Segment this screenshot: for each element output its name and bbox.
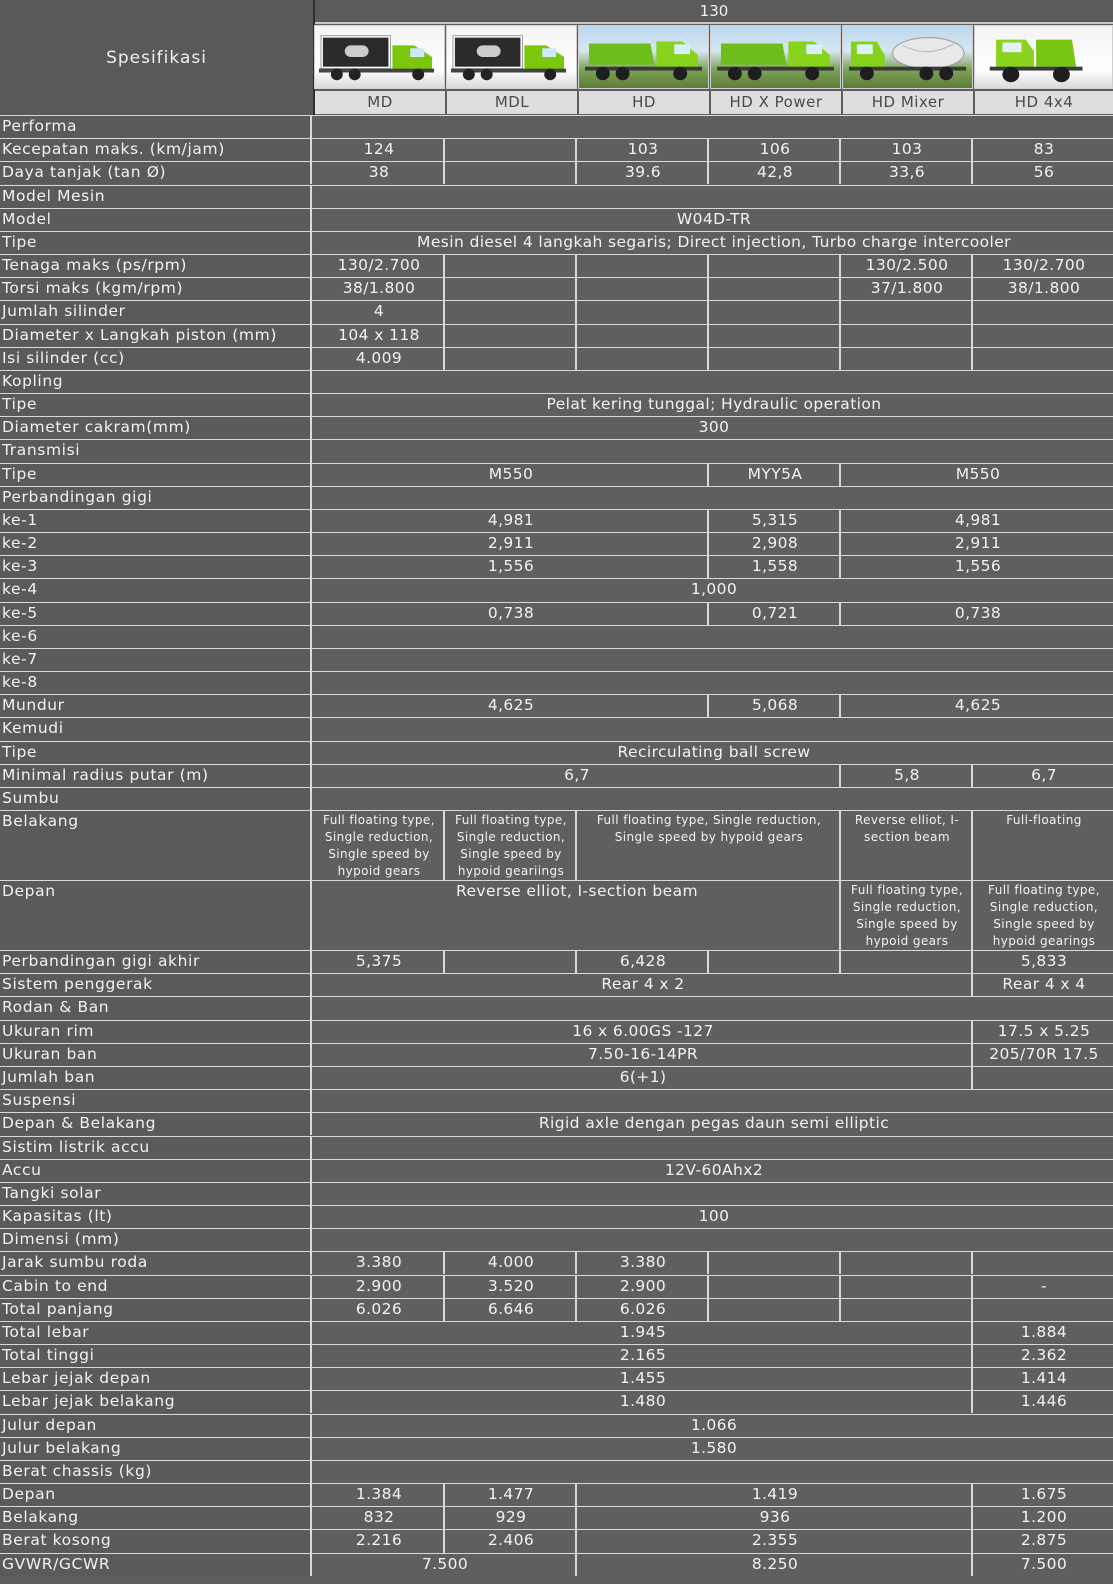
spec-value: 6.646: [447, 1299, 577, 1321]
spec-row: [0, 185, 1113, 208]
spec-value: 104 x 118: [315, 325, 445, 347]
spec-label: Depan: [0, 881, 312, 950]
spec-value: [579, 301, 709, 323]
spec-value: Rigid axle dengan pegas daun semi elliptic: [315, 1113, 1113, 1135]
spec-value: 1.455: [315, 1368, 973, 1390]
spec-value: 37/1.800: [843, 278, 973, 300]
spec-value: Full floating type, Single reduction, Single speed by hypoid gearings: [975, 881, 1113, 950]
spec-value: 1.480: [315, 1391, 973, 1413]
spec-label: Julur belakang: [0, 1438, 312, 1460]
spec-label: Depan & Belakang: [0, 1113, 312, 1135]
truck-photo-2: [446, 25, 577, 89]
spec-value: 1.200: [975, 1507, 1113, 1529]
spec-value: 2.875: [975, 1530, 1113, 1552]
spec-row: [0, 1298, 1113, 1321]
spec-label: Torsi maks (kgm/rpm): [0, 278, 312, 300]
spec-value: [315, 440, 1113, 462]
spec-value: [315, 672, 1113, 694]
spec-row: [0, 694, 1113, 717]
spec-label: Belakang: [0, 1507, 312, 1529]
variant-label: HD Mixer: [843, 91, 973, 114]
spec-label: Tipe: [0, 464, 312, 486]
spec-value: 1,558: [711, 556, 841, 578]
spec-value: 832: [315, 1507, 445, 1529]
spec-value: 936: [579, 1507, 973, 1529]
spec-value: [711, 325, 841, 347]
spec-value: 1.477: [447, 1484, 577, 1506]
spec-value: -: [975, 1276, 1113, 1298]
spec-value: W04D-TR: [315, 209, 1113, 231]
spec-label: Transmisi: [0, 440, 312, 462]
spec-value: 4,625: [315, 695, 709, 717]
spec-value: 2,908: [711, 533, 841, 555]
spec-value: [711, 348, 841, 370]
spec-value: 1.446: [975, 1391, 1113, 1413]
spec-row: [0, 1275, 1113, 1298]
spec-value: [447, 325, 577, 347]
spec-value: 2.165: [315, 1345, 973, 1367]
spec-value: Mesin diesel 4 langkah segaris; Direct injection, Turbo charge intercooler: [315, 232, 1113, 254]
spec-row: [0, 717, 1113, 740]
spec-value: 4.000: [447, 1252, 577, 1274]
spec-value: 2,911: [843, 533, 1113, 555]
spec-value: 3.520: [447, 1276, 577, 1298]
spec-value: 4,625: [843, 695, 1113, 717]
spec-value: [315, 1229, 1113, 1251]
spec-label: ke-8: [0, 672, 312, 694]
spec-value: 7.50-16-14PR: [315, 1044, 973, 1066]
spec-value: 130/2.500: [843, 255, 973, 277]
spec-value: [843, 301, 973, 323]
spec-value: [975, 348, 1113, 370]
spec-row: [0, 1437, 1113, 1460]
spec-value: Full floating type, Single reduction, Single speed by hypoid gears: [315, 811, 445, 880]
spec-value: [843, 325, 973, 347]
spec-label: GVWR/GCWR: [0, 1554, 312, 1576]
spec-value: 1.066: [315, 1415, 1113, 1437]
spec-value: 1.580: [315, 1438, 1113, 1460]
spec-row: [0, 161, 1113, 184]
spec-row: [0, 1321, 1113, 1344]
spec-row: [0, 1159, 1113, 1182]
spec-row: [0, 1182, 1113, 1205]
spec-value: 6.026: [315, 1299, 445, 1321]
series-header: 130: [315, 0, 1113, 24]
spec-label: ke-7: [0, 649, 312, 671]
spec-value: 1.414: [975, 1368, 1113, 1390]
spec-label: Ukuran rim: [0, 1021, 312, 1043]
spec-label: Tipe: [0, 232, 312, 254]
truck-photo-3: [578, 25, 709, 89]
spec-label: Minimal radius putar (m): [0, 765, 312, 787]
spec-value: [579, 278, 709, 300]
spec-value: 1.419: [579, 1484, 973, 1506]
spec-value: 2.406: [447, 1530, 577, 1552]
spec-row: [0, 115, 1113, 138]
spec-row: [0, 996, 1113, 1019]
spec-label: ke-1: [0, 510, 312, 532]
spec-row: [0, 880, 1113, 950]
spec-value: 38: [315, 162, 445, 184]
spec-value: 5,068: [711, 695, 841, 717]
spec-row: [0, 973, 1113, 996]
spec-value: 2.362: [975, 1345, 1113, 1367]
spec-row: [0, 277, 1113, 300]
spec-value: [579, 255, 709, 277]
spec-value: [447, 162, 577, 184]
spec-row: [0, 1460, 1113, 1483]
spec-value: Full floating type, Single reduction, Single speed by hypoid gears: [843, 881, 973, 950]
spec-label: Total panjang: [0, 1299, 312, 1321]
truck-photo-6: [974, 25, 1113, 89]
spec-value: 2,911: [315, 533, 709, 555]
spec-value: 929: [447, 1507, 577, 1529]
spec-label: Kecepatan maks. (km/jam): [0, 139, 312, 161]
spec-row: [0, 602, 1113, 625]
spec-value: [711, 1299, 841, 1321]
truck-photo-4: [710, 25, 841, 89]
spec-row: [0, 625, 1113, 648]
spec-label: Total lebar: [0, 1322, 312, 1344]
spec-row: [0, 1414, 1113, 1437]
spec-label: Performa: [0, 116, 312, 138]
spec-row: [0, 671, 1113, 694]
spec-label: Julur depan: [0, 1415, 312, 1437]
spec-label: Tipe: [0, 394, 312, 416]
spec-value: 16 x 6.00GS -127: [315, 1021, 973, 1043]
spec-value: M550: [843, 464, 1113, 486]
spec-label: Sistem penggerak: [0, 974, 312, 996]
spec-value: Rear 4 x 4: [975, 974, 1113, 996]
spec-row: [0, 231, 1113, 254]
spec-row: [0, 1251, 1113, 1274]
spec-row: [0, 1553, 1113, 1576]
spec-value: Recirculating ball screw: [315, 742, 1113, 764]
spec-value: 5,833: [975, 951, 1113, 973]
spec-value: 12V-60Ahx2: [315, 1160, 1113, 1182]
spec-label: Diameter x Langkah piston (mm): [0, 325, 312, 347]
spec-label: Jumlah silinder: [0, 301, 312, 323]
spec-label: Model: [0, 209, 312, 231]
spec-value: [315, 788, 1113, 810]
spec-row: [0, 532, 1113, 555]
spec-value: [315, 626, 1113, 648]
spec-label: Kapasitas (lt): [0, 1206, 312, 1228]
spec-label: Ukuran ban: [0, 1044, 312, 1066]
spec-value: 6(+1): [315, 1067, 973, 1089]
spec-value: 38/1.800: [975, 278, 1113, 300]
spec-row: [0, 1136, 1113, 1159]
variant-label: HD X Power: [711, 91, 841, 114]
spec-row: [0, 370, 1113, 393]
spec-label: Model Mesin: [0, 186, 312, 208]
spec-value: Rear 4 x 2: [315, 974, 973, 996]
spec-label: Suspensi: [0, 1090, 312, 1112]
spec-value: [315, 186, 1113, 208]
spec-label: Mundur: [0, 695, 312, 717]
spec-label: Diameter cakram(mm): [0, 417, 312, 439]
spec-label: Isi silinder (cc): [0, 348, 312, 370]
spec-row: [0, 463, 1113, 486]
spec-value: 130/2.700: [975, 255, 1113, 277]
spec-value: 8.250: [579, 1554, 973, 1576]
spec-row: [0, 810, 1113, 880]
spec-value: [579, 348, 709, 370]
spec-row: [0, 1228, 1113, 1251]
spec-value: 83: [975, 139, 1113, 161]
spec-value: 1.945: [315, 1322, 973, 1344]
spec-value: [843, 348, 973, 370]
spec-row: [0, 555, 1113, 578]
spec-value: 4.009: [315, 348, 445, 370]
spec-row: [0, 1529, 1113, 1552]
spec-value: [711, 278, 841, 300]
spec-value: 17.5 x 5.25: [975, 1021, 1113, 1043]
spec-value: 100: [315, 1206, 1113, 1228]
spec-row: [0, 741, 1113, 764]
spec-label: Berat kosong: [0, 1530, 312, 1552]
spec-row: [0, 648, 1113, 671]
spec-row: [0, 578, 1113, 601]
spec-value: [447, 348, 577, 370]
spec-value: 33,6: [843, 162, 973, 184]
spec-value: [975, 1299, 1113, 1321]
spec-value: [315, 649, 1113, 671]
spec-value: 4,981: [843, 510, 1113, 532]
spec-row: [0, 1483, 1113, 1506]
spec-value: 5,8: [843, 765, 973, 787]
spec-value: [315, 116, 1113, 138]
spec-label: Kemudi: [0, 718, 312, 740]
spec-row: [0, 1390, 1113, 1413]
spec-label: Tenaga maks (ps/rpm): [0, 255, 312, 277]
spec-row: [0, 416, 1113, 439]
spec-label: Sistim listrik accu: [0, 1137, 312, 1159]
spec-value: 4,981: [315, 510, 709, 532]
spec-label: ke-3: [0, 556, 312, 578]
spec-value: [447, 301, 577, 323]
spec-value: 7.500: [315, 1554, 577, 1576]
spec-row: [0, 1043, 1113, 1066]
spec-label: Jumlah ban: [0, 1067, 312, 1089]
spec-value: Full-floating: [975, 811, 1113, 880]
spec-label: Belakang: [0, 811, 312, 880]
spec-value: [711, 255, 841, 277]
spec-value: 300: [315, 417, 1113, 439]
spec-value: [843, 1252, 973, 1274]
variant-label: MDL: [447, 91, 577, 114]
spec-label: ke-4: [0, 579, 312, 601]
variant-label: MD: [315, 91, 445, 114]
spec-value: 38/1.800: [315, 278, 445, 300]
spec-value: Full floating type, Single reduction, Single speed by hypoid gears: [579, 811, 841, 880]
spec-value: 1.884: [975, 1322, 1113, 1344]
spec-value: MYY5A: [711, 464, 841, 486]
spec-value: 103: [579, 139, 709, 161]
spec-label: Perbandingan gigi akhir: [0, 951, 312, 973]
spec-row: [0, 1344, 1113, 1367]
spec-value: 205/70R 17.5: [975, 1044, 1113, 1066]
spec-value: [711, 301, 841, 323]
spec-value: 0,738: [843, 603, 1113, 625]
spec-row: [0, 208, 1113, 231]
spec-row: [0, 764, 1113, 787]
spec-label: Cabin to end: [0, 1276, 312, 1298]
spec-label: ke-5: [0, 603, 312, 625]
spec-value: [975, 325, 1113, 347]
spec-value: [315, 1090, 1113, 1112]
spec-row: [0, 138, 1113, 161]
spec-value: [843, 1276, 973, 1298]
spec-value: [315, 1461, 1113, 1483]
spec-label: Lebar jejak depan: [0, 1368, 312, 1390]
spec-value: 4: [315, 301, 445, 323]
spec-row: [0, 787, 1113, 810]
spec-value: 124: [315, 139, 445, 161]
spec-value: 106: [711, 139, 841, 161]
spec-label: Accu: [0, 1160, 312, 1182]
variant-label: HD 4x4: [975, 91, 1113, 114]
spec-value: 130/2.700: [315, 255, 445, 277]
spec-value: 56: [975, 162, 1113, 184]
spec-label: Lebar jejak belakang: [0, 1391, 312, 1413]
spec-value: [447, 278, 577, 300]
spec-label: Depan: [0, 1484, 312, 1506]
spec-row: [0, 1367, 1113, 1390]
spec-value: [447, 255, 577, 277]
spec-value: 2.355: [579, 1530, 973, 1552]
spec-label: Dimensi (mm): [0, 1229, 312, 1251]
spec-value: 103: [843, 139, 973, 161]
spec-value: [711, 1276, 841, 1298]
truck-photo-5: [842, 25, 973, 89]
spec-value: [315, 487, 1113, 509]
spec-label: Rodan & Ban: [0, 997, 312, 1019]
spec-value: 2.900: [315, 1276, 445, 1298]
truck-photo-1: [314, 25, 445, 89]
spec-value: 6.026: [579, 1299, 709, 1321]
spec-value: [315, 718, 1113, 740]
spec-value: 7.500: [975, 1554, 1113, 1576]
spec-value: Reverse elliot, I-section beam: [315, 881, 841, 950]
spec-label: ke-2: [0, 533, 312, 555]
spec-value: 2.900: [579, 1276, 709, 1298]
spec-value: 3.380: [315, 1252, 445, 1274]
spec-label: ke-6: [0, 626, 312, 648]
spec-row: [0, 300, 1113, 323]
spec-value: Pelat kering tunggal; Hydraulic operation: [315, 394, 1113, 416]
spec-row: [0, 254, 1113, 277]
spec-row: [0, 393, 1113, 416]
spec-value: 0,738: [315, 603, 709, 625]
spec-value: [447, 139, 577, 161]
spec-value: 1.675: [975, 1484, 1113, 1506]
spec-value: Reverse elliot, I-section beam: [843, 811, 973, 880]
spec-row: [0, 347, 1113, 370]
spec-value: [711, 951, 841, 973]
spec-value: [975, 1067, 1113, 1089]
spec-row: [0, 324, 1113, 347]
spec-label: Jarak sumbu roda: [0, 1252, 312, 1274]
spec-row: [0, 1205, 1113, 1228]
spec-row: [0, 439, 1113, 462]
spec-value: 39.6: [579, 162, 709, 184]
spec-label: Tipe: [0, 742, 312, 764]
spec-row: [0, 486, 1113, 509]
spec-value: [447, 951, 577, 973]
spec-header: Spesifikasi: [0, 0, 315, 115]
spec-row: [0, 1506, 1113, 1529]
spec-label: Berat chassis (kg): [0, 1461, 312, 1483]
spec-value: 6,7: [315, 765, 841, 787]
spec-value: M550: [315, 464, 709, 486]
spec-value: 1,556: [315, 556, 709, 578]
spec-label: Sumbu: [0, 788, 312, 810]
spec-label: Daya tanjak (tan Ø): [0, 162, 312, 184]
spec-value: 5,315: [711, 510, 841, 532]
spec-value: [579, 325, 709, 347]
spec-value: [975, 1252, 1113, 1274]
variant-label: HD: [579, 91, 709, 114]
spec-value: 6,7: [975, 765, 1113, 787]
spec-row: [0, 1066, 1113, 1089]
spec-value: [315, 1183, 1113, 1205]
spec-row: [0, 1112, 1113, 1135]
spec-row: [0, 1089, 1113, 1112]
spec-label: Kopling: [0, 371, 312, 393]
spec-value: 2.216: [315, 1530, 445, 1552]
spec-label: Tangki solar: [0, 1183, 312, 1205]
spec-value: 3.380: [579, 1252, 709, 1274]
spec-value: [315, 1137, 1113, 1159]
spec-value: 1,000: [315, 579, 1113, 601]
spec-value: 6,428: [579, 951, 709, 973]
spec-value: 42,8: [711, 162, 841, 184]
spec-label: Total tinggi: [0, 1345, 312, 1367]
spec-value: 0,721: [711, 603, 841, 625]
spec-value: [843, 1299, 973, 1321]
spec-row: [0, 1020, 1113, 1043]
spec-value: [315, 371, 1113, 393]
spec-value: [711, 1252, 841, 1274]
spec-value: 1.384: [315, 1484, 445, 1506]
spec-value: Full floating type, Single reduction, Single speed by hypoid geariings: [447, 811, 577, 880]
spec-value: [843, 951, 973, 973]
spec-label: Perbandingan gigi: [0, 487, 312, 509]
spec-value: [315, 997, 1113, 1019]
spec-value: 5,375: [315, 951, 445, 973]
spec-value: [975, 301, 1113, 323]
spec-row: [0, 950, 1113, 973]
spec-row: [0, 509, 1113, 532]
spec-value: 1,556: [843, 556, 1113, 578]
